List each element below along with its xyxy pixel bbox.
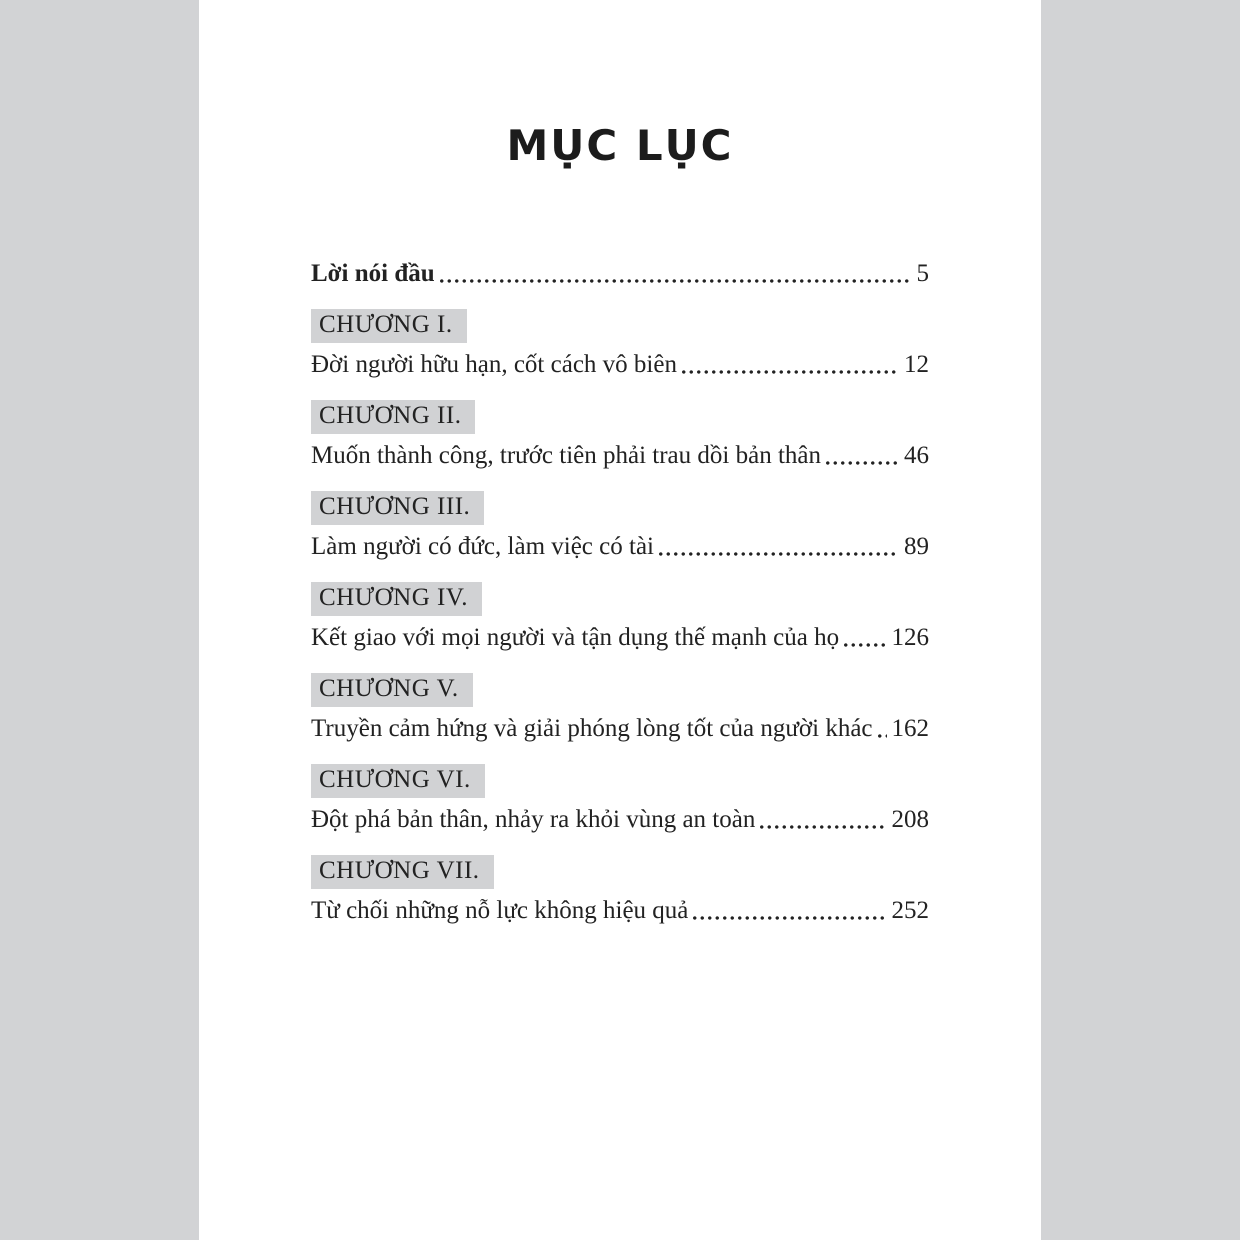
toc-content [199, 0, 1041, 929]
toc-chapter [311, 764, 929, 838]
toc-entry [311, 438, 929, 474]
page-number: 162 [891, 715, 929, 742]
chapter-heading: CHƯƠNG IV. [311, 582, 482, 616]
book-page [199, 0, 1041, 1240]
page-number: 208 [891, 806, 929, 833]
chapter-heading-row [311, 309, 929, 343]
toc-chapter [311, 582, 929, 656]
chapter-title: Từ chối những nỗ lực không hiệu quả [311, 897, 689, 924]
page-number: 126 [891, 624, 929, 651]
toc-chapter [311, 309, 929, 383]
page-number: 252 [891, 897, 929, 924]
dot-leader [842, 641, 886, 649]
chapter-heading: CHƯƠNG I. [311, 309, 467, 343]
toc-chapter [311, 491, 929, 565]
dot-leader [680, 368, 899, 376]
toc-entry [311, 347, 929, 383]
toc-entry [311, 620, 929, 656]
toc-chapter [311, 400, 929, 474]
dot-leader [758, 823, 886, 831]
preface-label: Lời nói đầu [311, 260, 435, 287]
page-number: 89 [904, 533, 929, 560]
chapter-heading-row [311, 673, 929, 707]
chapter-title: Làm người có đức, làm việc có tài [311, 533, 654, 560]
chapter-heading-row [311, 855, 929, 889]
chapter-heading-row [311, 764, 929, 798]
chapter-heading: CHƯƠNG III. [311, 491, 484, 525]
dot-leader [876, 732, 887, 740]
chapter-title: Đời người hữu hạn, cốt cách vô biên [311, 351, 677, 378]
chapter-title: Muốn thành công, trước tiên phải trau dồi bản thân [311, 442, 821, 469]
toc-chapter [311, 673, 929, 747]
dot-leader [657, 550, 899, 558]
dot-leader [691, 914, 886, 922]
toc-chapter-list [311, 309, 929, 929]
chapter-title: Đột phá bản thân, nhảy ra khỏi vùng an toàn [311, 806, 756, 833]
chapter-heading: CHƯƠNG II. [311, 400, 475, 434]
dot-leader [438, 277, 912, 285]
chapter-heading: CHƯƠNG V. [311, 673, 473, 707]
chapter-heading-row [311, 400, 929, 434]
page-number: 46 [904, 442, 929, 469]
toc-entry-preface [311, 256, 929, 292]
toc-entry [311, 711, 929, 747]
page-number: 5 [916, 260, 929, 287]
toc-entries [311, 256, 929, 929]
chapter-title: Truyền cảm hứng và giải phóng lòng tốt của người khác [311, 715, 873, 742]
chapter-title: Kết giao với mọi người và tận dụng thế mạnh của họ [311, 624, 840, 651]
chapter-heading: CHƯƠNG VI. [311, 764, 485, 798]
chapter-heading-row [311, 582, 929, 616]
toc-chapter [311, 855, 929, 929]
chapter-heading: CHƯƠNG VII. [311, 855, 494, 889]
page-title: MỤC LỤC [506, 121, 734, 170]
toc-entry [311, 529, 929, 565]
chapter-heading-row [311, 491, 929, 525]
page-number: 12 [904, 351, 929, 378]
toc-entry [311, 893, 929, 929]
toc-entry [311, 802, 929, 838]
dot-leader [824, 459, 899, 467]
